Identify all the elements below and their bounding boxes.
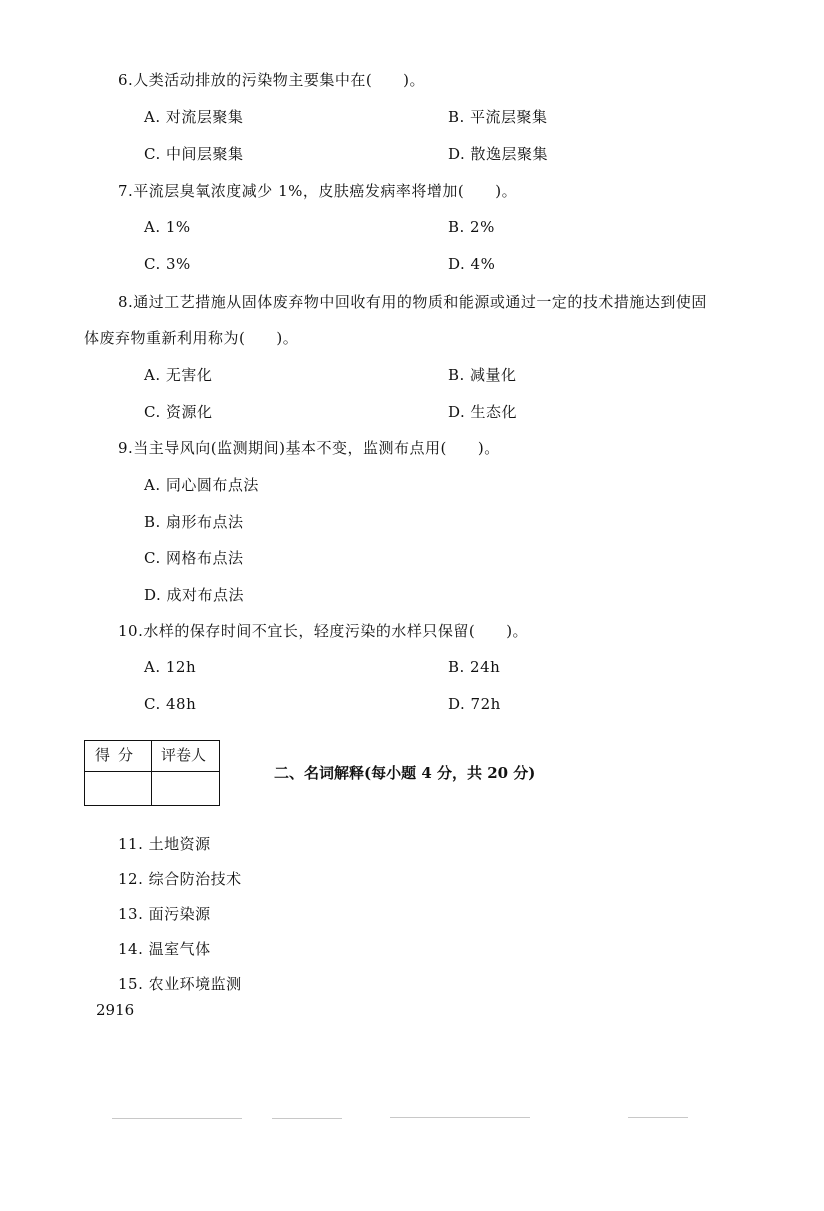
grader-label: 评卷人 [161, 746, 207, 764]
scan-speck [272, 1118, 342, 1119]
scan-speck [112, 1118, 242, 1119]
term-item-12: 12. 综合防治技术 [118, 870, 242, 888]
question-10-option-b: B. 24h [448, 658, 501, 676]
question-9-stem: 9.当主导风向(监测期间)基本不变，监测布点用( )。 [118, 439, 500, 457]
question-6-option-b: B. 平流层聚集 [448, 108, 548, 126]
term-item-14: 14. 温室气体 [118, 940, 211, 958]
question-9-option-c: C. 网格布点法 [144, 549, 244, 567]
question-9-option-a: A. 同心圆布点法 [144, 476, 259, 494]
scan-speck [390, 1117, 530, 1118]
question-7-stem: 7.平流层臭氧浓度减少 1%，皮肤癌发病率将增加( )。 [118, 182, 518, 200]
score-label: 得分 [95, 746, 142, 764]
question-9-option-b: B. 扇形布点法 [144, 513, 244, 531]
question-8-option-a: A. 无害化 [144, 366, 213, 384]
question-8-option-b: B. 减量化 [448, 366, 517, 384]
term-item-13: 13. 面污染源 [118, 905, 211, 923]
question-8-option-c: C. 资源化 [144, 403, 213, 421]
page-number: 2916 [96, 1001, 135, 1019]
question-6-stem: 6.人类活动排放的污染物主要集中在( )。 [118, 71, 426, 89]
question-10-option-d: D. 72h [448, 695, 501, 713]
score-table [84, 740, 220, 806]
question-7-option-d: D. 4% [448, 255, 496, 273]
question-7-option-b: B. 2% [448, 218, 495, 236]
question-7-option-c: C. 3% [144, 255, 191, 273]
question-8-option-d: D. 生态化 [448, 403, 518, 421]
question-10-stem: 10.水样的保存时间不宜长，轻度污染的水样只保留( )。 [118, 622, 529, 640]
question-8-stem-line1: 8.通过工艺措施从固体废弃物中回收有用的物质和能源或通过一定的技术措施达到使固 [118, 293, 707, 311]
term-item-11: 11. 土地资源 [118, 835, 211, 853]
question-10-option-c: C. 48h [144, 695, 197, 713]
question-6-option-d: D. 散逸层聚集 [448, 145, 549, 163]
scan-speck [628, 1117, 688, 1118]
question-6-option-c: C. 中间层聚集 [144, 145, 244, 163]
question-8-stem-line2: 体废弃物重新利用称为( )。 [84, 329, 299, 347]
question-7-option-a: A. 1% [144, 218, 191, 236]
question-9-option-d: D. 成对布点法 [144, 586, 245, 604]
term-item-15: 15. 农业环境监测 [118, 975, 242, 993]
question-6-option-a: A. 对流层聚集 [144, 108, 244, 126]
score-table-divider [151, 741, 152, 805]
section-2-title: 二、名词解释(每小题 4 分，共 20 分) [274, 764, 536, 782]
question-10-option-a: A. 12h [144, 658, 197, 676]
